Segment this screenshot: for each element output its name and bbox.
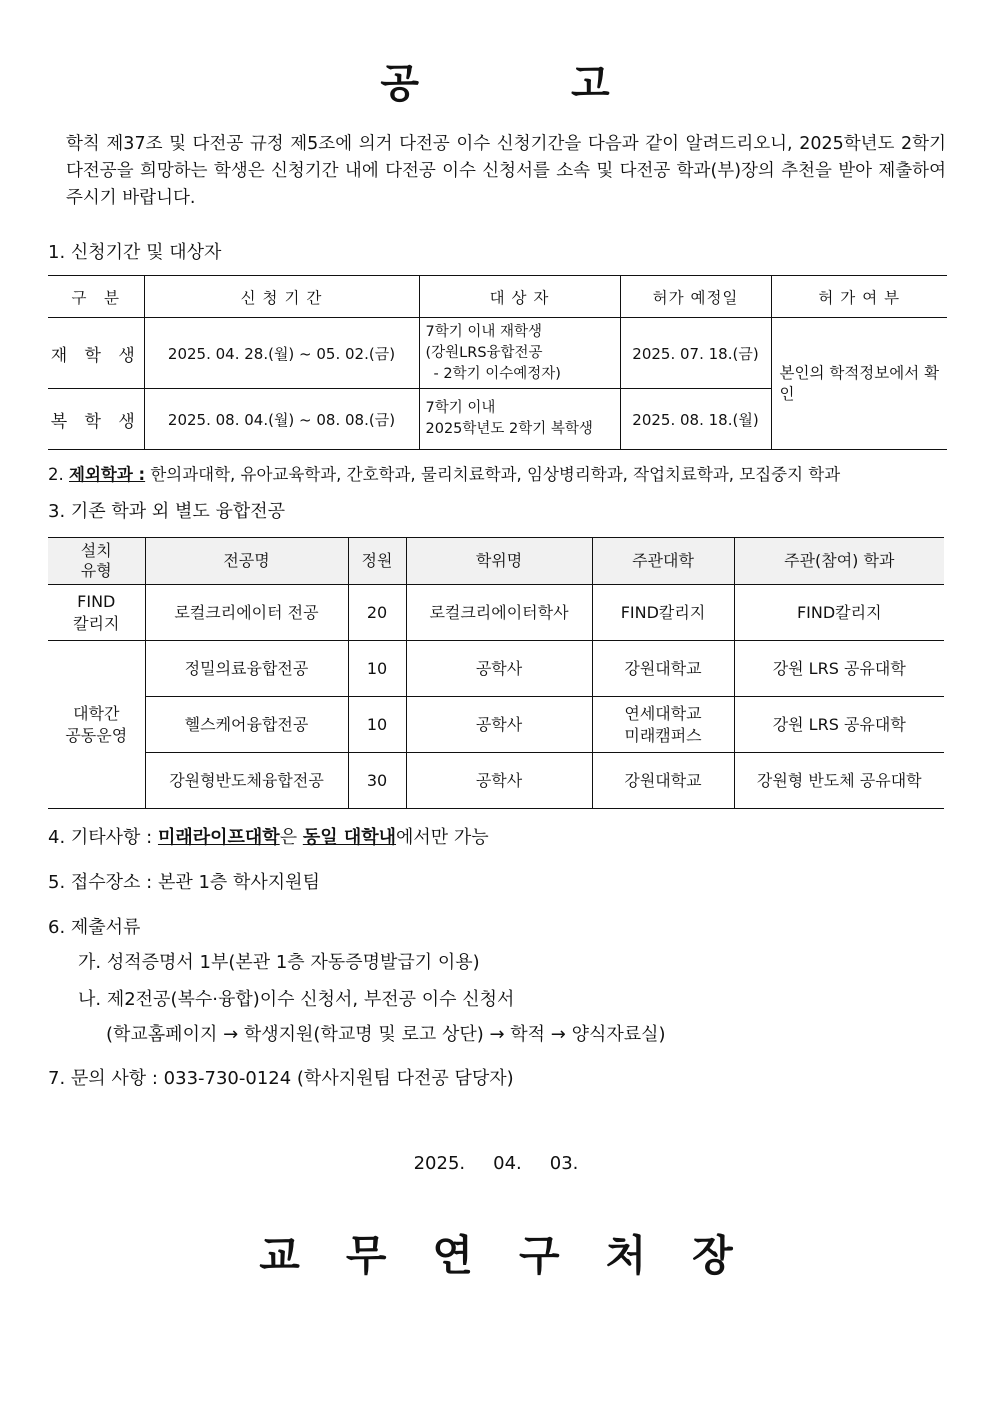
notice-title [0,52,992,109]
degree-cell: 공학사 [406,641,592,697]
row-category: 복 학 생 [48,389,144,450]
row-target: 7학기 이내 2025학년도 2학기 복학생 [419,389,620,450]
table-row [48,697,944,753]
col-date: 허가 예정일 [620,276,771,318]
col-major: 전공명 [145,538,348,585]
dept-cell: FIND칼리지 [734,585,944,641]
college-cell: 강원대학교 [592,753,734,809]
college-cell: 연세대학교 미래캠퍼스 [592,697,734,753]
quota-cell: 10 [348,641,406,697]
col-degree: 학위명 [406,538,592,585]
major-cell: 정밀의료융합전공 [145,641,348,697]
signature: 교 무 연 구 처 장 [259,1231,733,1280]
row-target: 7학기 이내 재학생 (강원LRS융합전공 - 2학기 이수예정자) [419,318,620,389]
col-permission: 허 가 여 부 [771,276,947,318]
major-cell: 강원형반도체융합전공 [145,753,348,809]
degree-cell: 공학사 [406,753,592,809]
section-6-heading: 6. 제출서류 [48,917,141,938]
permission-cell: 본인의 학적정보에서 확인 [771,318,947,450]
section-1-heading: 1. 신청기간 및 대상자 [48,242,222,263]
title-char-2: 고 [571,61,612,107]
college-cell: FIND칼리지 [592,585,734,641]
col-dept: 주관(참여) 학과 [734,538,944,585]
document-item-2: 나. 제2전공(복수·융합)이수 신청서, 부전공 이수 신청서 [78,989,515,1010]
row-category: 재 학 생 [48,318,144,389]
title-char-1: 공 [380,61,421,107]
col-college: 주관대학 [592,538,734,585]
table-row [48,753,944,809]
dept-cell: 강원 LRS 공유대학 [734,641,944,697]
row-period: 2025. 08. 04.(월) ~ 08. 08.(금) [144,389,419,450]
dept-cell: 강원형 반도체 공유대학 [734,753,944,809]
quota-cell: 20 [348,585,406,641]
row-date: 2025. 07. 18.(금) [620,318,771,389]
intro-paragraph: 학칙 제37조 및 다전공 규정 제5조에 의거 다전공 이수 신청기간을 다음과 같이 알려드리오니, 2025학년도 2학기 다전공을 희망하는 학생은 신청기간 내에 다전공 이수 신청서를 소속 및 다전공 학과(부)장의 추천을 받아 제출하여 주시기 바랍니다. [66,134,946,208]
table-row [48,585,944,641]
table-row [48,318,947,389]
degree-cell: 공학사 [406,697,592,753]
dept-cell: 강원 LRS 공유대학 [734,697,944,753]
row-period: 2025. 04. 28.(월) ~ 05. 02.(금) [144,318,419,389]
col-category: 구 분 [48,276,144,318]
college-cell: 강원대학교 [592,641,734,697]
row-date: 2025. 08. 18.(월) [620,389,771,450]
col-type: 설치 유형 [48,538,145,585]
document-item-1: 가. 성적증명서 1부(본관 1층 자동증명발급기 이용) [78,952,480,973]
major-cell: 헬스케어융합전공 [145,697,348,753]
col-quota: 정원 [348,538,406,585]
col-target: 대 상 자 [419,276,620,318]
col-period: 신 청 기 간 [144,276,419,318]
table-header-row [48,538,944,585]
convergence-major-table [48,537,944,809]
application-period-table [48,275,947,450]
section-5-location: 5. 접수장소 : 본관 1층 학사지원팀 [48,872,320,893]
section-3-heading: 3. 기존 학과 외 별도 융합전공 [48,501,286,522]
quota-cell: 30 [348,753,406,809]
section-4-other: 4. 기타사항 : 미래라이프대학은 동일 대학내에서만 가능 [48,827,489,848]
document-item-2-note: (학교홈페이지 → 학생지원(학교명 및 로고 상단) → 학적 → 양식자료실) [106,1024,666,1045]
section-7-contact: 7. 문의 사항 : 033-730-0124 (학사지원팀 다전공 담당자) [48,1068,514,1089]
section-2-excluded: 2. 제외학과 : 한의과대학, 유아교육학과, 간호학과, 물리치료학과, 임상병리학과, 작업치료학과, 모집중지 학과 [48,465,841,484]
quota-cell: 10 [348,697,406,753]
excluded-label: 제외학과 : [69,465,146,484]
type-cell: 대학간 공동운영 [48,641,145,809]
notice-date: 2025. 04. 03. [413,1153,579,1174]
table-row [48,641,944,697]
excluded-list: 한의과대학, 유아교육학과, 간호학과, 물리치료학과, 임상병리학과, 작업치료학과, 모집중지 학과 [150,465,841,484]
degree-cell: 로컬크리에이터학사 [406,585,592,641]
major-cell: 로컬크리에이터 전공 [145,585,348,641]
type-cell: FIND 칼리지 [48,585,145,641]
table-header-row [48,276,947,318]
